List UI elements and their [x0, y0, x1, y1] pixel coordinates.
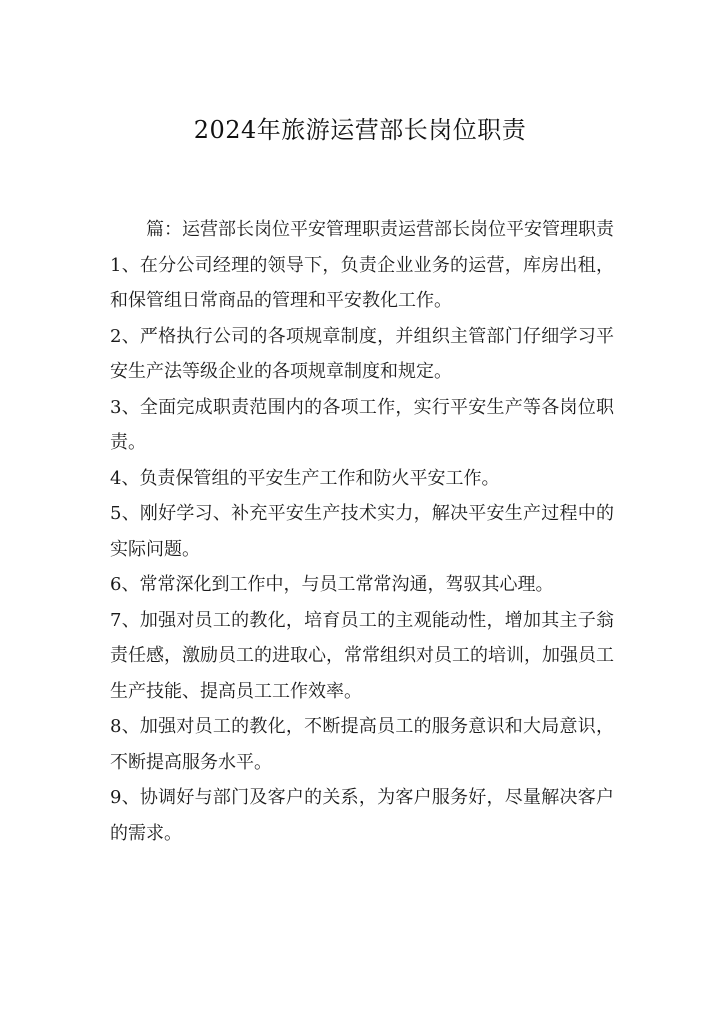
- duty-item-3: 3、全面完成职责范围内的各项工作，实行平安生产等各岗位职责。: [110, 396, 614, 453]
- duty-item-7: 7、加强对员工的教化，培育员工的主观能动性，增加其主子翁责任感，激励员工的进取心，常常组织对员工的培训，加强员工生产技能、提高员工工作效率。: [110, 609, 614, 702]
- duty-item-5: 5、刚好学习、补充平安生产技术实力，解决平安生产过程中的实际问题。: [110, 503, 614, 560]
- duty-item-1: 1、在分公司经理的领导下，负责企业业务的运营，库房出租，和保管组日常商品的管理和平安教化工作。: [110, 254, 614, 311]
- duty-item-9: 9、协调好与部门及客户的关系，为客户服务好，尽量解决客户的需求。: [110, 787, 614, 844]
- intro-paragraph: 篇：运营部长岗位平安管理职责运营部长岗位平安管理职责: [146, 219, 614, 240]
- document-body: [110, 212, 614, 851]
- duty-item-8: 8、加强对员工的教化，不断提高员工的服务意识和大局意识，不断提高服务水平。: [110, 716, 614, 773]
- document-title: 2024年旅游运营部长岗位职责: [193, 116, 527, 144]
- duty-item-4: 4、负责保管组的平安生产工作和防火平安工作。: [110, 467, 500, 489]
- duty-item-2: 2、严格执行公司的各项规章制度，并组织主管部门仔细学习平安生产法等级企业的各项规章制度和规定。: [110, 325, 614, 382]
- duty-item-6: 6、常常深化到工作中，与员工常常沟通，驾驭其心理。: [110, 574, 554, 595]
